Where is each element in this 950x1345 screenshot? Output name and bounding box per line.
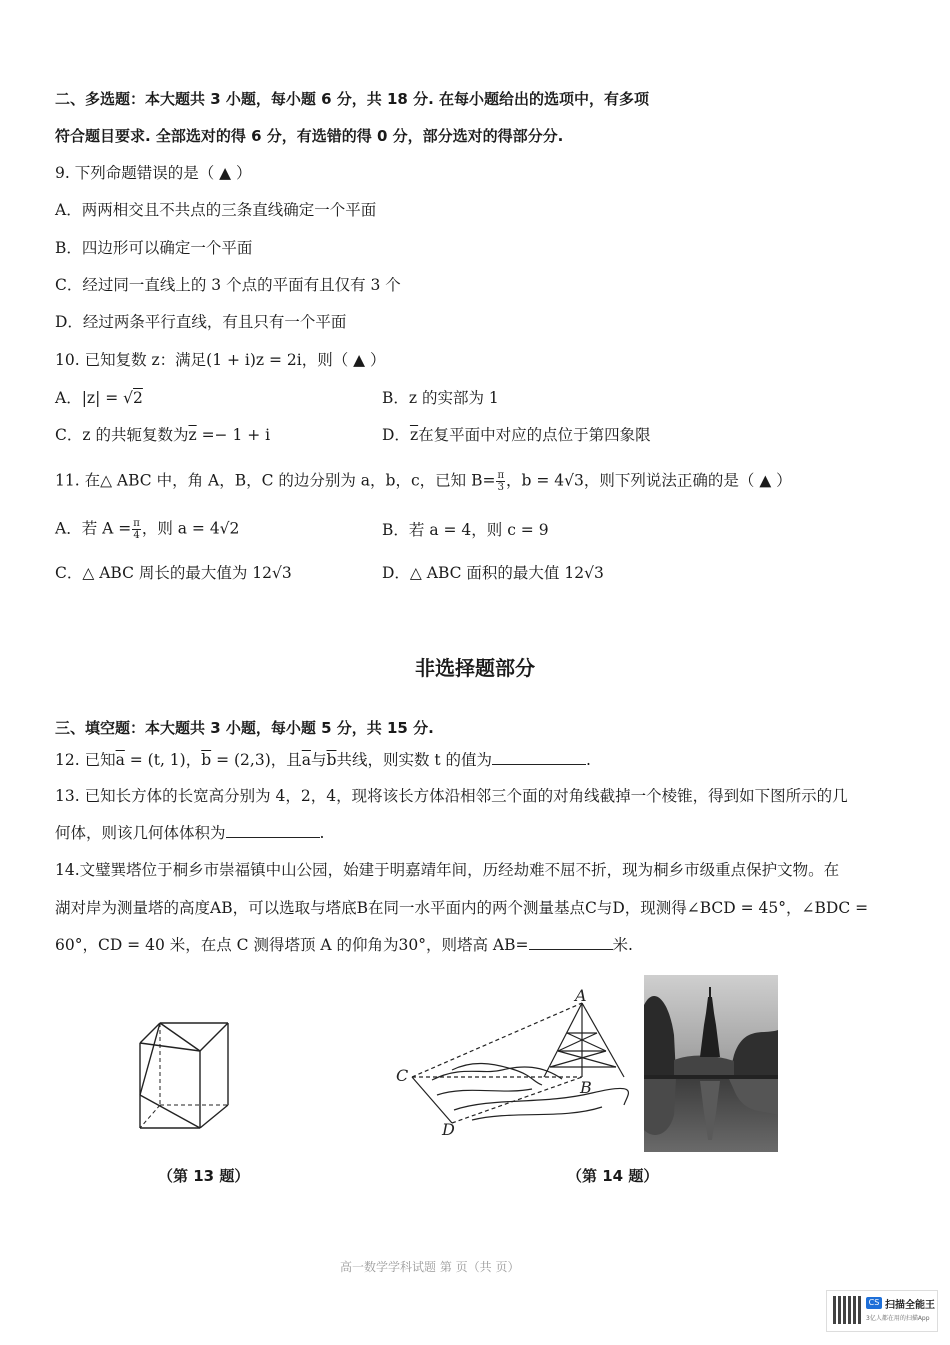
q10-d-label: D． <box>382 426 410 444</box>
q9-option-a: A．两两相交且不共点的三条直线确定一个平面 <box>55 201 377 219</box>
q11-a-pre: A．若 A = <box>55 519 132 538</box>
q13-line2-text: 何体，则该几何体体积为 <box>55 824 226 842</box>
q11-stem-post: ，b = 4√3，则下列说法正确的是（ ▲ ） <box>506 471 792 490</box>
q14-end: 米. <box>612 936 633 954</box>
q14-line2: 湖对岸为测量塔的高度AB，可以选取与塔底B在同一水平面内的两个测量基点C与D，现测得∠BCD = 45°，∠BDC = <box>55 899 869 917</box>
q13-answer-blank[interactable] <box>226 823 320 838</box>
q10-c-value: =− 1 + i <box>196 426 271 444</box>
q12-mid2: = (2,3)，且 <box>211 751 302 769</box>
part-title: 非选择题部分 <box>415 656 535 680</box>
scanner-title: 扫描全能王 <box>885 1300 935 1311</box>
q11-option-c: C．△ ABC 周长的最大值为 12√3 <box>55 564 292 582</box>
q10-stem: 10. 已知复数 z：满足(1 + i)z = 2i，则（ ▲ ） <box>55 351 386 369</box>
q11-stem-pre: 11. 在△ ABC 中，角 A，B，C 的边分别为 a，b，c，已知 B= <box>55 471 496 490</box>
q11-option-d: D．△ ABC 面积的最大值 12√3 <box>382 564 604 582</box>
q10-c-text: C．z 的共轭复数为 <box>55 426 189 444</box>
q11-option-b: B．若 a = 4，则 c = 9 <box>382 521 549 539</box>
q11-frac-num: π <box>497 470 505 481</box>
q12-mid1: = (t, 1)， <box>124 751 202 769</box>
figure-13-solid <box>130 1015 240 1135</box>
q14-line3 <box>55 935 633 955</box>
q11-fraction <box>496 470 505 493</box>
q11-a-post: ，则 a = 4√2 <box>141 519 240 538</box>
q11-frac-den: 3 <box>497 482 504 493</box>
q9-option-d: D．经过两条平行直线，有且只有一个平面 <box>55 313 347 331</box>
q9-stem: 9. 下列命题错误的是（ ▲ ） <box>55 164 252 182</box>
q11-stem <box>55 470 792 493</box>
q12-post: 共线，则实数 t 的值为 <box>336 751 493 769</box>
q10-a-radicand: 2 <box>133 389 143 407</box>
qr-code-icon <box>833 1296 861 1324</box>
q9-option-b: B．四边形可以确定一个平面 <box>55 239 253 257</box>
q10-d-text: 在复平面中对应的点位于第四象限 <box>418 426 651 444</box>
q12-yu: 与 <box>311 751 327 769</box>
q12-vec-b2: $\overline{b}$ <box>326 751 337 769</box>
label-b: B <box>580 1078 592 1097</box>
q10-option-d <box>382 425 651 445</box>
q12-vec-a2: $\overline{a}$ <box>301 751 311 769</box>
q13-line2 <box>55 823 324 843</box>
figure-13-caption: （第 13 题） <box>158 1167 250 1185</box>
q10-option-c <box>55 425 270 445</box>
q11-option-a <box>55 518 239 541</box>
q14-answer-blank[interactable] <box>529 935 613 950</box>
label-a: A <box>575 986 587 1005</box>
q12-vec-b: $\overline{b}$ <box>201 751 212 769</box>
cs-logo-icon: CS <box>866 1297 882 1309</box>
q11-a-frac-den: 4 <box>133 530 140 541</box>
scanner-subtitle: 3亿人都在用的扫描App <box>866 1315 930 1322</box>
q10-a-text: A．|z| = √ <box>55 389 134 407</box>
q9-option-c: C．经过同一直线上的 3 个点的平面有且仅有 3 个 <box>55 276 401 294</box>
label-c: C <box>396 1066 409 1085</box>
q12-end: . <box>586 751 591 769</box>
q12-vec-a: $\overline{a}$ <box>115 751 125 769</box>
q11-a-frac-num: π <box>133 518 140 529</box>
q11-a-fraction <box>132 518 141 541</box>
section2-line1: 二、多选题：本大题共 3 小题，每小题 6 分，共 18 分. 在每小题给出的选项中，有多项 <box>55 90 650 108</box>
page-footer: 高一数学学科试题 第 页（共 页） <box>340 1260 520 1274</box>
figure-14-caption: （第 14 题） <box>567 1167 659 1185</box>
tower-photo <box>644 975 778 1152</box>
q14-line1: 14.文璧巽塔位于桐乡市崇福镇中山公园，始建于明嘉靖年间，历经劫难不屈不折，现为桐乡市级重点保护文物。在 <box>55 861 840 879</box>
section2-line2: 符合题目要求. 全部选对的得 6 分，有选错的得 0 分，部分选对的得部分分. <box>55 127 564 145</box>
q12-line <box>55 750 591 770</box>
q10-d-zbar: $\overline{z}$ <box>409 426 419 444</box>
q10-option-b: B．z 的实部为 1 <box>382 389 499 407</box>
q12-answer-blank[interactable] <box>492 750 586 765</box>
section3-heading: 三、填空题：本大题共 3 小题，每小题 5 分，共 15 分. <box>55 719 434 737</box>
q10-option-a <box>55 388 143 408</box>
q12-pre: 12. 已知 <box>55 751 116 769</box>
scanner-watermark <box>826 1290 938 1332</box>
q10-c-zbar: $\overline{z}$ <box>188 426 197 444</box>
figure-14-diagram <box>392 985 632 1140</box>
q14-line3-text: 60°，CD = 40 米，在点 C 测得塔顶 A 的仰角为30°，则塔高 AB= <box>55 936 529 954</box>
q13-line1: 13. 已知长方体的长宽高分别为 4，2，4，现将该长方体沿相邻三个面的对角线截掉一个棱锥，得到如下图所示的几 <box>55 787 848 805</box>
q13-end: . <box>319 824 325 842</box>
label-d: D <box>442 1120 455 1139</box>
